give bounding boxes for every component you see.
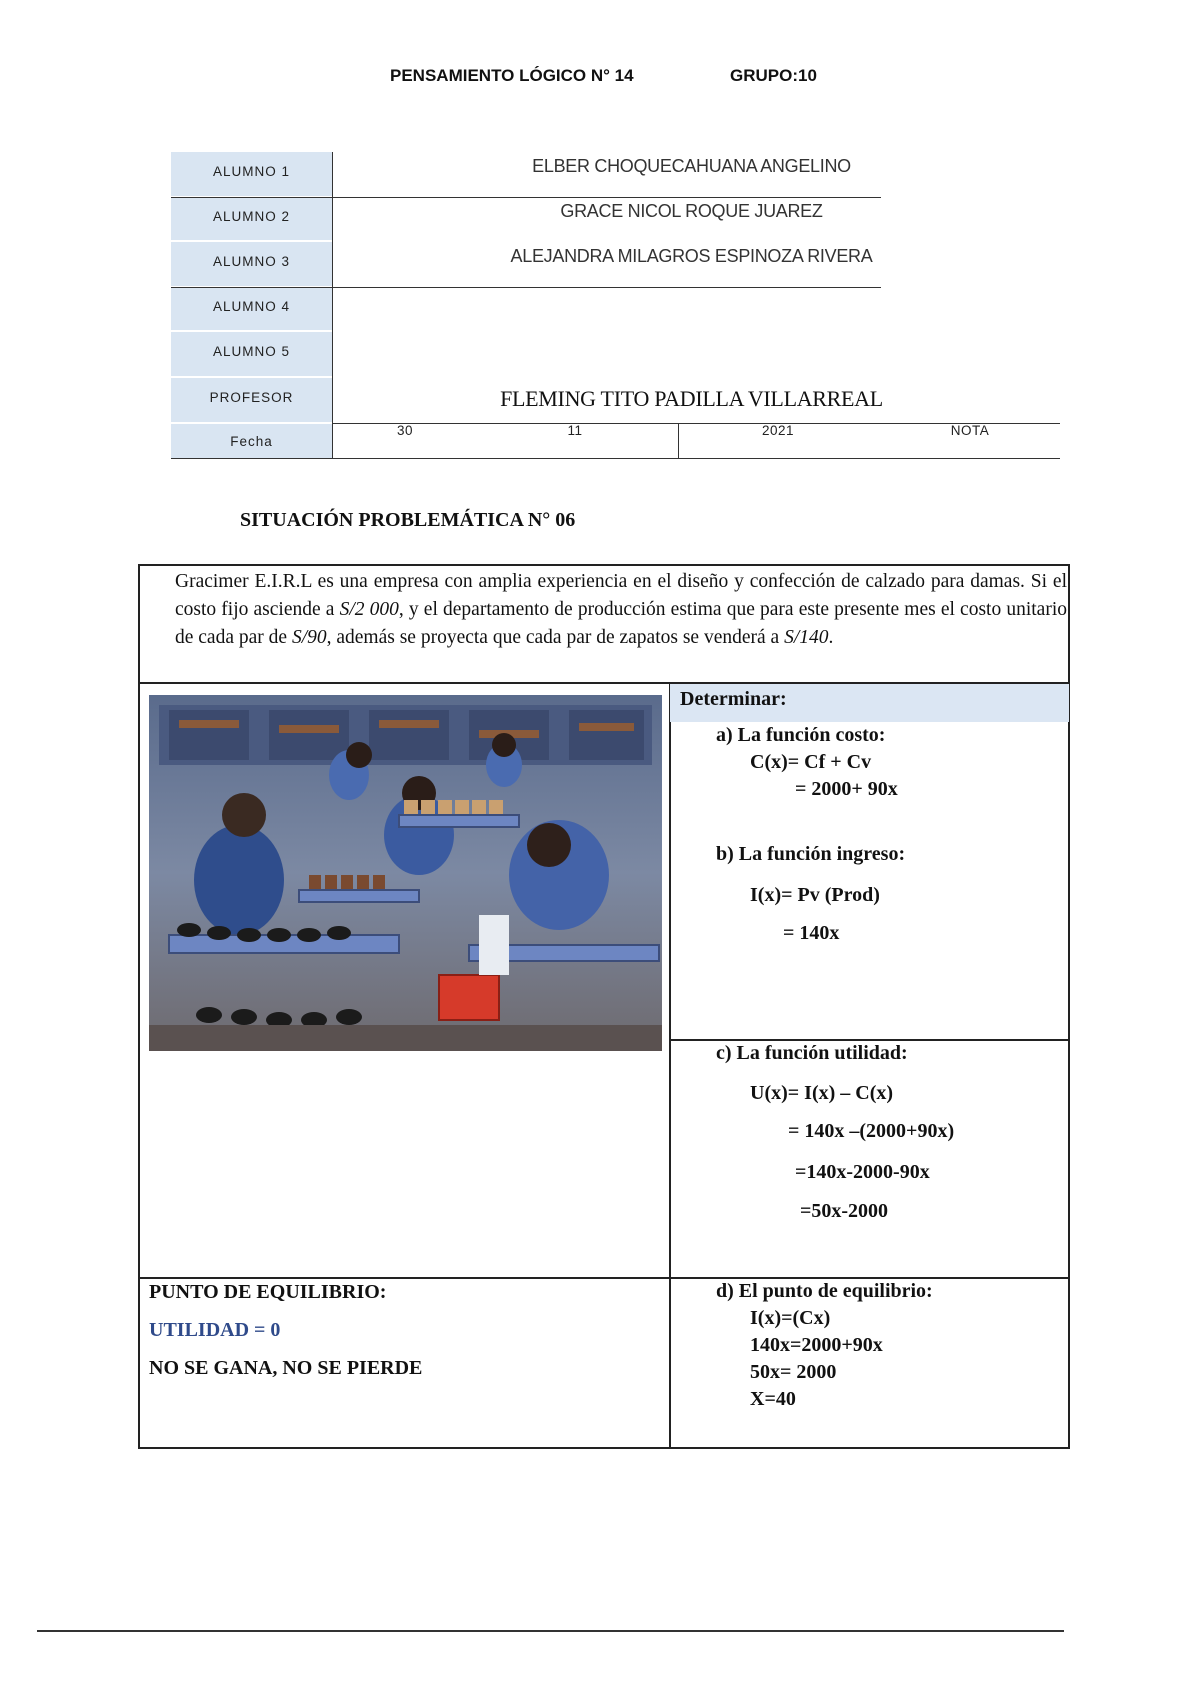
part-a-line-2: = 2000+ 90x: [795, 778, 898, 800]
box-column-divider: [669, 682, 671, 1449]
label-cell-alumno-1: [171, 152, 332, 196]
part-c-label: c) La función utilidad:: [716, 1042, 908, 1064]
date-year: 2021: [761, 423, 795, 438]
label-cell-fecha: [171, 424, 332, 459]
group-number: GRUPO:10: [730, 66, 817, 85]
student-name-1: ELBER CHOQUECAHUANA ANGELINO: [532, 156, 851, 176]
label-profesor: PROFESOR: [209, 390, 294, 405]
problem-text-part: Gracimer E.I.R.L es una empresa con amplia experiencia en el diseño y confección de calzado para damas. Si el costo fijo asciende a: [175, 571, 1067, 620]
worksheet-title: PENSAMIENTO LÓGICO N° 14: [390, 66, 634, 85]
footer-rule: [37, 1630, 1064, 1632]
part-a-label: a) La función costo:: [716, 724, 886, 746]
fixed-cost-value: S/2 000: [339, 599, 399, 620]
part-d-line-2: 140x=2000+90x: [750, 1334, 883, 1356]
label-alumno-2: ALUMNO 2: [212, 209, 291, 224]
row-divider: [171, 287, 881, 288]
grade-label: NOTA: [950, 423, 990, 438]
label-cell-alumno-3: [171, 242, 332, 286]
unit-cost-value: S/90: [291, 627, 327, 648]
part-d-line-4: X=40: [750, 1388, 796, 1410]
label-fecha: Fecha: [230, 434, 273, 449]
label-cell-alumno-4: [171, 288, 332, 330]
box-top-border: [138, 564, 1070, 566]
column-divider: [332, 152, 333, 459]
part-d-line-1: I(x)=(Cx): [750, 1307, 831, 1329]
part-b-line-1: I(x)= Pv (Prod): [750, 884, 880, 906]
part-d-label: d) El punto de equilibrio:: [716, 1280, 933, 1302]
table-bottom-border: [171, 458, 1060, 459]
label-cell-profesor: [171, 378, 332, 422]
part-c-line-3: =140x-2000-90x: [795, 1161, 930, 1183]
date-month: 11: [567, 423, 583, 438]
sale-price-value: S/140: [784, 627, 829, 648]
part-c-line-4: =50x-2000: [800, 1200, 889, 1222]
part-b-label: b) La función ingreso:: [716, 843, 906, 865]
student-name-3: ALEJANDRA MILAGROS ESPINOZA RIVERA: [510, 246, 873, 266]
column-divider: [678, 424, 679, 459]
label-alumno-5: ALUMNO 5: [212, 344, 291, 359]
determinar-label: Determinar:: [680, 688, 787, 710]
date-day: 30: [396, 423, 414, 438]
shoe-factory-photo: [149, 695, 662, 1051]
professor-name: FLEMING TITO PADILLA VILLARREAL: [500, 386, 883, 411]
label-cell-alumno-5: [171, 332, 332, 376]
part-c-line-1: U(x)= I(x) – C(x): [750, 1082, 894, 1104]
part-a-line-1: C(x)= Cf + Cv: [750, 751, 872, 773]
students-table: [171, 152, 1061, 459]
label-cell-alumno-2: [171, 198, 332, 240]
row-divider: [171, 197, 881, 198]
box-row-divider: [669, 1039, 1070, 1041]
label-alumno-1: ALUMNO 1: [212, 164, 291, 179]
equilibrium-title: PUNTO DE EQUILIBRIO:: [149, 1281, 387, 1303]
problem-statement: [175, 568, 1067, 652]
part-c-line-2: = 140x –(2000+90x): [788, 1120, 955, 1142]
problem-text-part: , además se proyecta que cada par de zapatos se venderá a: [326, 627, 785, 648]
utility-equals-zero: UTILIDAD = 0: [149, 1319, 281, 1341]
situation-title: SITUACIÓN PROBLEMÁTICA N° 06: [240, 509, 576, 531]
label-alumno-3: ALUMNO 3: [212, 254, 291, 269]
box-left-border: [138, 564, 140, 1449]
box-row-divider: [138, 1277, 1070, 1279]
box-bottom-border: [138, 1447, 1070, 1449]
part-b-line-2: = 140x: [783, 922, 840, 944]
student-name-2: GRACE NICOL ROQUE JUAREZ: [560, 201, 823, 221]
determinar-header: [670, 684, 1069, 722]
problem-text-part: , y el departamento de producción estima que para este presente mes el costo unitario de cada par de: [175, 599, 1067, 648]
no-gain-no-loss-note: NO SE GANA, NO SE PIERDE: [149, 1357, 423, 1379]
problem-text-part: .: [828, 627, 834, 648]
label-alumno-4: ALUMNO 4: [212, 299, 291, 314]
part-d-line-3: 50x= 2000: [750, 1361, 837, 1383]
